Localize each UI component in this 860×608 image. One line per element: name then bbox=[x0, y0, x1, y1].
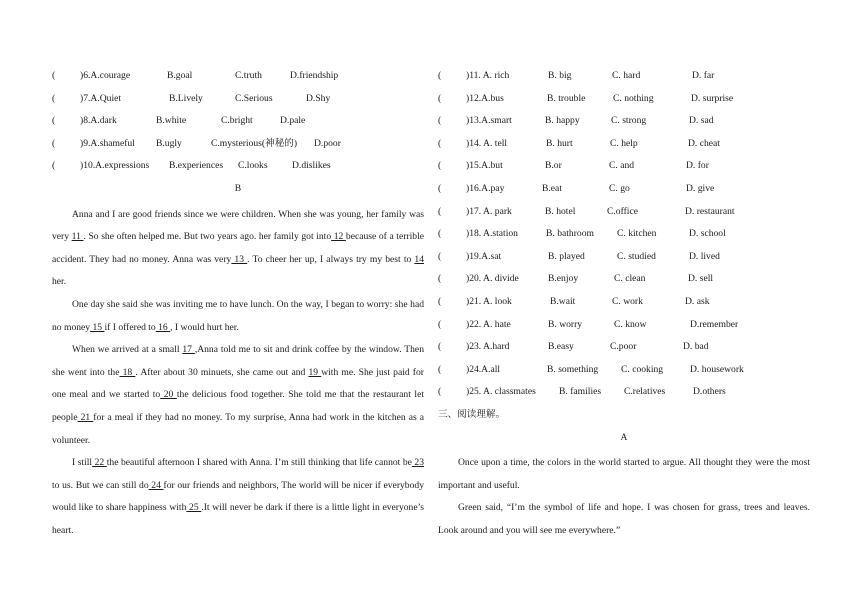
option-c: C.truth bbox=[235, 70, 262, 81]
section-three-heading: 三、阅读理解。 bbox=[438, 408, 506, 420]
option-b: B.enjoy bbox=[548, 273, 579, 285]
option-b: B.Lively bbox=[169, 92, 203, 104]
option-a: )23. A.hard bbox=[466, 341, 510, 353]
option-a: )25. A. classmates bbox=[466, 386, 536, 398]
option-d: D.pale bbox=[280, 115, 306, 127]
answer-paren[interactable]: ( bbox=[438, 295, 442, 307]
option-c: C. studied bbox=[617, 250, 656, 262]
answer-paren[interactable]: ( bbox=[52, 160, 56, 172]
option-b: B.easy bbox=[548, 341, 574, 353]
answer-paren[interactable]: ( bbox=[52, 92, 56, 104]
option-d: D.dislikes bbox=[292, 160, 331, 172]
option-d: D. far bbox=[692, 70, 715, 81]
option-d: D.others bbox=[693, 386, 726, 398]
option-b: B. bathroom bbox=[546, 228, 594, 240]
option-a: )12.A.bus bbox=[466, 92, 504, 104]
answer-paren[interactable]: ( bbox=[438, 115, 442, 127]
text: because of a terrible accident. They had no money. Anna was very bbox=[52, 231, 425, 265]
option-c: C.bright bbox=[221, 115, 253, 127]
option-b: B. played bbox=[548, 250, 585, 262]
option-c: C. help bbox=[610, 137, 638, 149]
option-d: D. cheat bbox=[688, 137, 720, 149]
option-b: B.white bbox=[156, 115, 187, 127]
right-column bbox=[438, 68, 810, 542]
option-b: B. happy bbox=[545, 115, 580, 127]
option-row-18 bbox=[438, 226, 810, 249]
option-c: C. nothing bbox=[613, 92, 654, 104]
option-d: D. school bbox=[689, 228, 726, 240]
section-b-heading: B bbox=[234, 182, 242, 194]
blank-14[interactable]: 14 bbox=[414, 253, 424, 265]
text: . After about 30 minuets, she came out and bbox=[135, 366, 309, 378]
option-d: D. for bbox=[686, 160, 709, 172]
answer-paren[interactable]: ( bbox=[438, 137, 442, 149]
passage-paragraph-1 bbox=[52, 204, 424, 294]
text: ,Anna told me to sit and drink coffee by the window. Then she went into the bbox=[52, 344, 424, 378]
blank-19[interactable]: 19 bbox=[308, 366, 322, 378]
answer-paren[interactable]: ( bbox=[438, 318, 442, 330]
option-b: B.eat bbox=[542, 182, 562, 194]
option-row-12 bbox=[438, 91, 810, 114]
option-d: D.friendship bbox=[290, 70, 339, 81]
answer-paren[interactable]: ( bbox=[438, 341, 442, 353]
option-b: B. families bbox=[559, 386, 602, 398]
option-row-6 bbox=[52, 68, 424, 91]
text: the beautiful afternoon I shared with Anna. I’m still thinking that life cannot be bbox=[106, 457, 412, 469]
text: Anna and I are good friends since we were children. When she was young, her family was very bbox=[52, 208, 424, 243]
answer-paren[interactable]: ( bbox=[438, 182, 442, 194]
option-c: C.relatives bbox=[624, 386, 666, 398]
passage-paragraph-3 bbox=[52, 339, 424, 452]
passage-paragraph-2 bbox=[52, 294, 424, 339]
option-b: B.experiences bbox=[169, 160, 224, 172]
option-d: D. give bbox=[686, 182, 715, 194]
option-row-23 bbox=[438, 339, 810, 362]
answer-paren[interactable]: ( bbox=[438, 228, 442, 240]
option-row-15 bbox=[438, 158, 810, 181]
option-row-19 bbox=[438, 249, 810, 272]
answer-paren[interactable]: ( bbox=[438, 160, 442, 172]
text: . So she often helped me. But two years ago. her family got into bbox=[83, 231, 332, 243]
option-row-7 bbox=[52, 91, 424, 114]
answer-paren[interactable]: ( bbox=[438, 70, 442, 81]
option-d: D.Shy bbox=[306, 92, 331, 104]
blank-15[interactable]: 15 bbox=[90, 321, 105, 333]
option-a: )8.A.dark bbox=[80, 115, 117, 127]
option-a: )17. A. park bbox=[466, 205, 512, 217]
answer-paren[interactable]: ( bbox=[438, 92, 442, 104]
option-d: D.remember bbox=[690, 318, 739, 330]
left-column bbox=[52, 68, 424, 542]
text: . To cheer her up, I always try my best to bbox=[247, 253, 415, 265]
option-b: B. trouble bbox=[547, 92, 586, 104]
passage-paragraph-4 bbox=[52, 452, 424, 542]
answer-paren[interactable]: ( bbox=[438, 363, 442, 375]
option-d: D.poor bbox=[314, 137, 341, 149]
option-row-9 bbox=[52, 136, 424, 159]
answer-paren[interactable]: ( bbox=[52, 137, 56, 149]
text: I still bbox=[72, 457, 93, 469]
option-a: )21. A. look bbox=[466, 295, 512, 307]
text: for a meal if they had no money. To my surprise, Anna had work in the kitchen as a volunteer. bbox=[52, 411, 425, 446]
option-b: B.wait bbox=[550, 295, 576, 307]
option-row-21 bbox=[438, 294, 810, 317]
option-d: D. surprise bbox=[691, 92, 734, 104]
text: the delicious food together. She told me that the restaurant let people bbox=[52, 389, 424, 423]
option-c: C. kitchen bbox=[617, 228, 657, 240]
text: .It will never be dark if there is a little light in everyone’s heart. bbox=[52, 502, 424, 536]
blank-20[interactable]: 20 bbox=[160, 389, 177, 401]
option-a: )9.A.shameful bbox=[80, 137, 135, 149]
option-a: )24.A.all bbox=[466, 363, 501, 375]
option-a: )7.A.Quiet bbox=[80, 92, 122, 104]
answer-paren[interactable]: ( bbox=[438, 250, 442, 262]
option-row-10 bbox=[52, 158, 424, 181]
reading-paragraph-2: Green said, “I’m the symbol of life and hope. I was chosen for grass, trees and leaves. Look around and you will see me everywhere.” bbox=[438, 502, 810, 536]
blank-21[interactable]: 21 bbox=[77, 411, 94, 423]
option-b: B. hotel bbox=[545, 205, 576, 217]
option-b: B.ugly bbox=[156, 137, 182, 149]
answer-paren[interactable]: ( bbox=[52, 70, 56, 81]
option-c: C. work bbox=[612, 295, 643, 307]
option-row-11 bbox=[438, 68, 810, 91]
option-c: C.office bbox=[607, 205, 638, 217]
option-c: C. and bbox=[609, 160, 635, 172]
option-row-16 bbox=[438, 181, 810, 204]
option-row-22 bbox=[438, 317, 810, 340]
option-c: C. cooking bbox=[621, 363, 664, 375]
option-d: D. sad bbox=[689, 115, 714, 127]
text: One day she said she was inviting me to have lunch. On the way, I began to worry: she had no money bbox=[52, 298, 424, 333]
option-row-25 bbox=[438, 384, 810, 407]
option-a: )16.A.pay bbox=[466, 182, 505, 194]
option-c: C.poor bbox=[610, 341, 637, 353]
option-c: C.mysterious(神秘的) bbox=[211, 137, 298, 149]
option-c: C. clean bbox=[614, 273, 646, 285]
blank-25[interactable]: 25 bbox=[186, 502, 202, 514]
text: her. bbox=[52, 276, 67, 288]
option-row-24 bbox=[438, 362, 810, 385]
blank-24[interactable]: 24 bbox=[148, 479, 164, 491]
option-row-20 bbox=[438, 271, 810, 294]
option-b: B. something bbox=[547, 363, 599, 375]
option-d: D. sell bbox=[688, 273, 714, 285]
option-b: B. hurt bbox=[546, 137, 573, 149]
option-row-14 bbox=[438, 136, 810, 159]
answer-paren[interactable]: ( bbox=[438, 205, 442, 217]
option-row-8 bbox=[52, 113, 424, 136]
blank-12[interactable]: 12 bbox=[331, 231, 346, 243]
option-a: )13.A.smart bbox=[466, 115, 512, 127]
option-a: )18. A.station bbox=[466, 228, 518, 240]
option-d: D. ask bbox=[685, 295, 710, 307]
blank-22[interactable]: 22 bbox=[92, 457, 107, 469]
blank-17[interactable]: 17 bbox=[182, 344, 195, 356]
option-a: )20. A. divide bbox=[466, 273, 519, 285]
option-b: B. worry bbox=[548, 318, 583, 330]
text: for our friends and neighbors, The world will be nicer if everybody would like to share happiness with bbox=[52, 479, 424, 514]
option-d: D. bad bbox=[683, 341, 709, 353]
option-c: C.Serious bbox=[235, 92, 273, 104]
text: if I offered to bbox=[104, 321, 156, 333]
section-a-heading: A bbox=[620, 431, 628, 443]
option-b: B. big bbox=[548, 70, 572, 81]
option-row-17 bbox=[438, 204, 810, 227]
option-d: D. restaurant bbox=[685, 205, 735, 217]
blank-16[interactable]: 16 bbox=[155, 321, 171, 333]
option-a: )22. A. hate bbox=[466, 318, 511, 330]
option-c: C. know bbox=[614, 318, 647, 330]
option-a: )19.A.sat bbox=[466, 250, 502, 262]
option-c: C. hard bbox=[612, 70, 641, 81]
option-a: )6.A.courage bbox=[80, 70, 131, 81]
option-c: C. go bbox=[609, 182, 630, 194]
answer-paren[interactable]: ( bbox=[52, 115, 56, 127]
blank-13[interactable]: 13 bbox=[231, 253, 248, 265]
option-a: )15.A.but bbox=[466, 160, 503, 172]
option-c: C. strong bbox=[611, 115, 647, 127]
option-b: B.or bbox=[545, 160, 562, 172]
option-d: D. lived bbox=[689, 250, 720, 262]
option-c: C.looks bbox=[238, 160, 268, 172]
option-d: D. housework bbox=[690, 363, 744, 375]
reading-paragraph-1: Once upon a time, the colors in the world started to argue. All thought they were the most important and useful. bbox=[438, 457, 810, 491]
blank-18[interactable]: 18 bbox=[119, 366, 136, 378]
text: with me. She just paid for one meal and we started to bbox=[52, 366, 424, 401]
option-a: )10.A.expressions bbox=[80, 160, 150, 172]
answer-paren[interactable]: ( bbox=[438, 386, 442, 398]
option-b: B.goal bbox=[167, 70, 193, 81]
option-row-13 bbox=[438, 113, 810, 136]
option-a: )14. A. tell bbox=[466, 137, 508, 149]
blank-23[interactable]: 23 bbox=[411, 457, 424, 469]
text: When we arrived at a small bbox=[72, 344, 183, 356]
text: , I would hurt her. bbox=[170, 321, 239, 333]
blank-11[interactable]: 11 bbox=[71, 231, 84, 243]
option-a: )11. A. rich bbox=[466, 70, 510, 81]
answer-paren[interactable]: ( bbox=[438, 273, 442, 285]
text: to us. But we can still do bbox=[52, 479, 149, 491]
